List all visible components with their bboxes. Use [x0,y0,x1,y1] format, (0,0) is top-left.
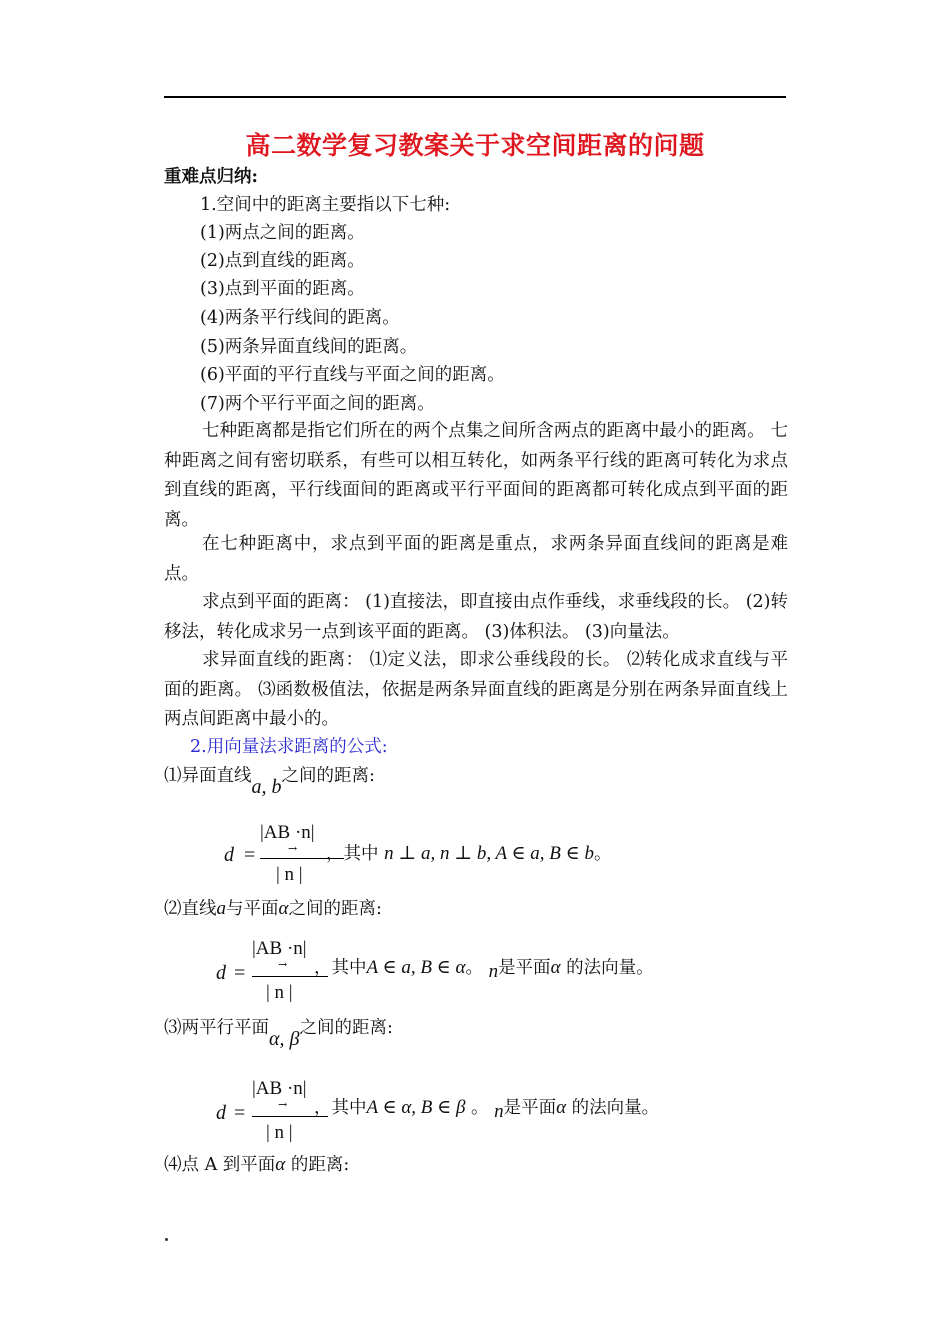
section-heading: 重难点归纳: [164,167,258,187]
distance-item: (5)两条异面直线间的距离。 [200,337,418,357]
paragraph-seven-distances: 七种距离都是指它们所在的两个点集之间所含两点的距离中最小的距离。 七种距离之间有密切联系，有些可以相互转化，如两条平行线的距离可转化为求点到直线的距离，平行线面间的距离或平行平面间的距离都可转化成点到平面的距离。 [164,421,788,530]
header-rule [164,96,786,98]
formula1-label: ⑴异面直线a, b之间的距离: [164,766,375,798]
paragraph-point-plane: 求点到平面的距离： (1)直接法，即直接由点作垂线，求垂线段的长。 (2)转移法，转化成求另一点到该平面的距离。 (3)体积法。 (3)向量法。 [164,592,788,642]
formula2-label: ⑵直线a与平面α之间的距离: [164,898,382,919]
distance-item: (4)两条平行线间的距离。 [200,308,400,328]
section-vector-formulas: 2.用向量法求距离的公式: [190,737,388,757]
distance-item: (3)点到平面的距离。 [200,279,365,299]
page-marker-dot [165,1238,168,1241]
distance-item: (2)点到直线的距离。 [200,251,365,271]
page-title: 高二数学复习教案关于求空间距离的问题 [245,131,705,160]
formula1-condition: ，其中 n ⊥ a, n ⊥ b, A ∈ a, B ∈ b。 [326,843,612,864]
formula4-label: ⑷点 A 到平面α 的距离: [164,1154,350,1175]
distance-item: (6)平面的平行直线与平面之间的距离。 [200,365,505,385]
formula2-condition: ，其中A ∈ a, B ∈ α。 n是平面α 的法向量。 [314,957,654,982]
distance-item: (1)两点之间的距离。 [200,223,365,243]
paragraph-skew-lines: 求异面直线的距离： ⑴定义法，即求公垂线段的长。 ⑵转化成求直线与平面的距离。 ⑶函数极值法，依据是两条异面直线的距离是分别在两条异面直线上两点间距离中最小的。 [164,650,788,729]
distance-item: (7)两个平行平面之间的距离。 [200,394,435,414]
formula3-condition: ，其中A ∈ α, B ∈ β 。 n是平面α 的法向量。 [314,1097,660,1122]
formula3-label: ⑶两平行平面α, β之间的距离: [164,1018,393,1050]
intro-line: 1.空间中的距离主要指以下七种: [200,195,451,215]
paragraph-key-points: 在七种距离中，求点到平面的距离是重点，求两条异面直线间的距离是难点。 [164,534,788,584]
